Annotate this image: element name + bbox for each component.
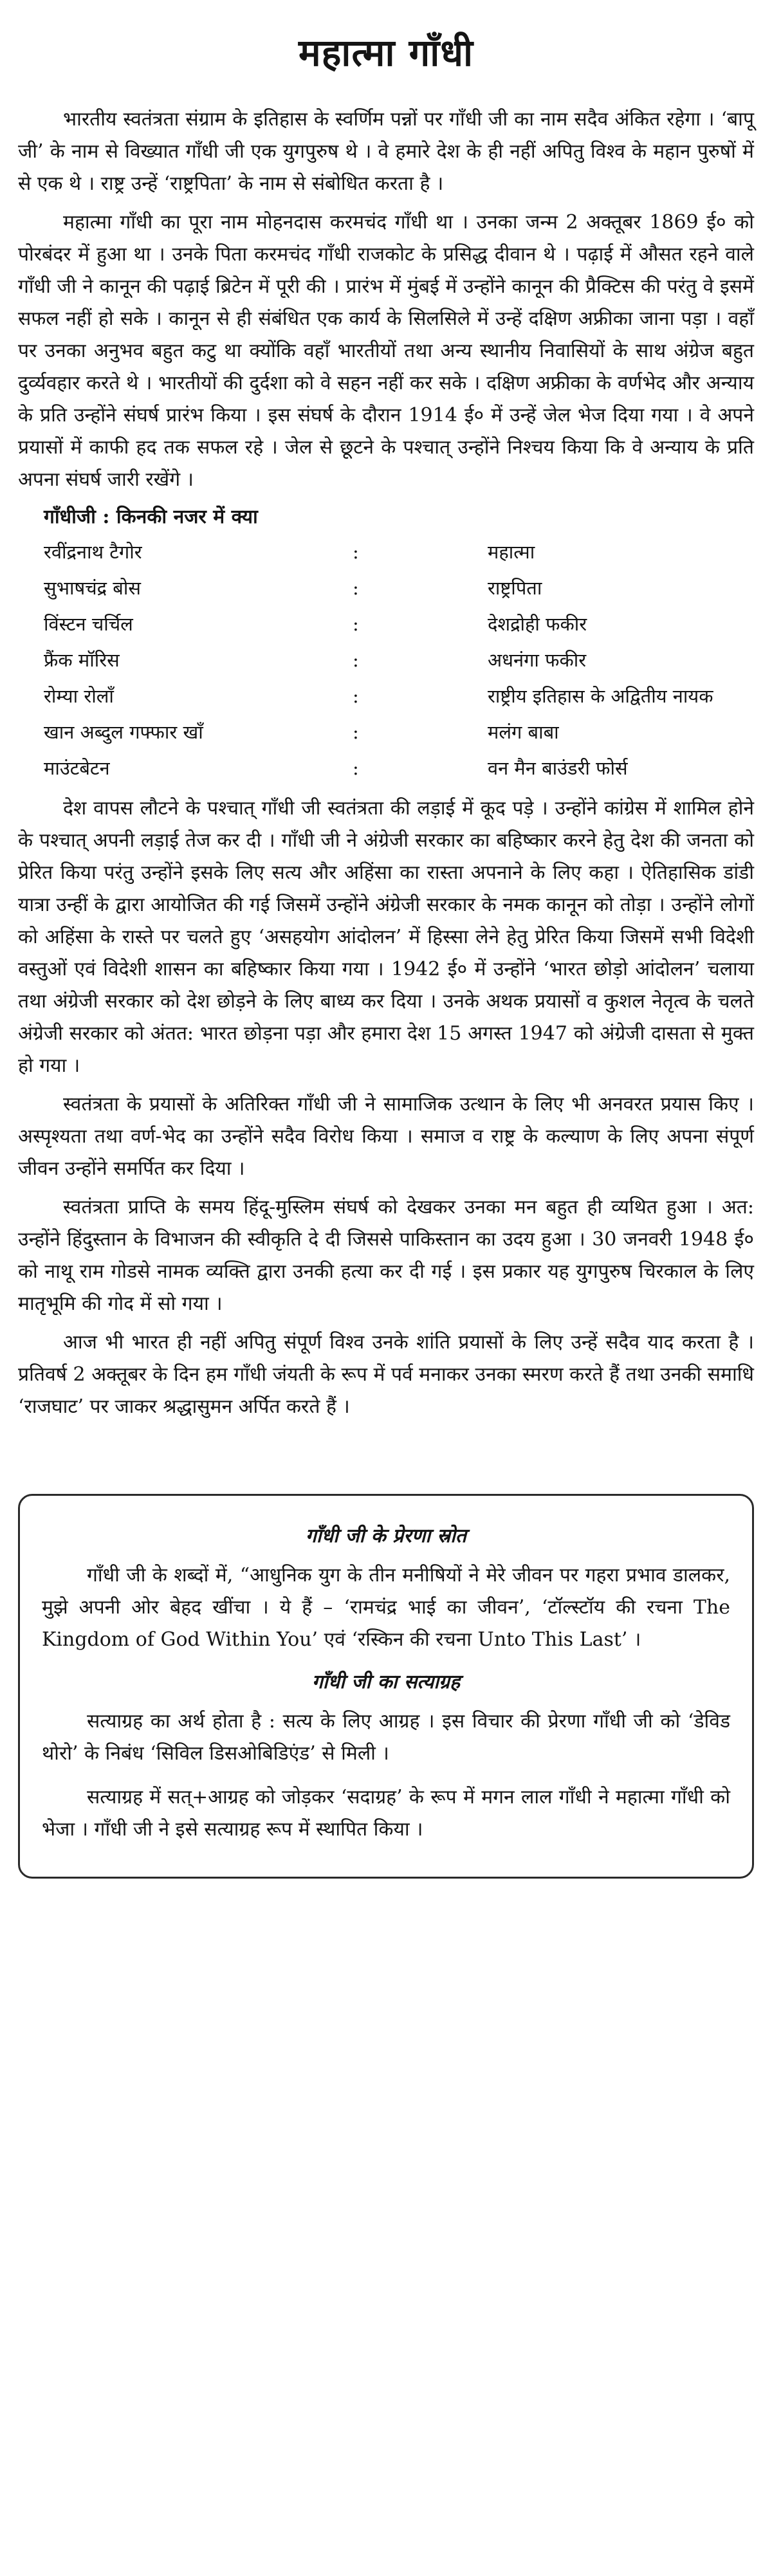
person-name: रोम्या रोलाँ xyxy=(44,685,114,707)
table-row xyxy=(44,534,754,570)
partition-paragraph: स्वतंत्रता प्राप्ति के समय हिंदू-मुस्लिम संघर्ष को देखकर उनका मन बहुत ही व्यथित हुआ । अत: उन्होंने हिंदुस्तान के विभाजन की स्वीकृति दे दी जिससे पाकिस्तान का उदय हुआ । 30 जनवरी 1948 ई० को नाथू राम गोडसे नामक व्यक्ति द्वारा उनकी हत्या कर दी गई । इस प्रकार यह युगपुरुष चिरकाल के लिए मातृभूमि की गोद में सो गया । xyxy=(18,1196,754,1315)
person-name: विंस्टन चर्चिल xyxy=(44,613,133,635)
freedom-struggle-paragraph: देश वापस लौटने के पश्चात् गाँधी जी स्वतंत्रता की लड़ाई में कूद पड़े । उन्होंने कांग्रेस में शामिल होने के पश्चात् अपनी लड़ाई तेज कर दी । गाँधी जी ने अंग्रेजी सरकार का बहिष्कार करने हेतु देश की जनता को प्रेरित किया परंतु उन्होंने इसके लिए सत्य और अहिंसा का रास्ता अपनाने के लिए कहा । ऐतिहासिक डांडी यात्रा उन्हीं के द्वारा आयोजित की गई जिसमें उन्होंने अंग्रेजी सरकार के नमक कानून को तोड़ा । उन्होंने लोगों को अहिंसा के रास्ते पर चलते हुए ‘असहयोग आंदोलन’ में हिस्सा लेने हेतु प्रेरित किया जिसमें सभी विदेशी वस्तुओं एवं विदेशी शासन का बहिष्कार किया गया । 1942 ई० में उन्होंने ‘भारत छोड़ो आंदोलन’ चलाया तथा अंग्रेजी सरकार को देश छोड़ने के लिए बाध्य कर दिया । उनके अथक प्रयासों व कुशल नेतृत्व के चलते अंग्रेजी सरकार को अंतत: भारत छोड़ना पड़ा और हमारा देश 15 अगस्त 1947 को अंग्रेजी दासता से मुक्त हो गया । xyxy=(18,797,754,1077)
separator-colon: : xyxy=(353,541,359,563)
epithet: महात्मा xyxy=(488,541,535,563)
separator-colon: : xyxy=(353,685,359,707)
opinions-table-title: गाँधीजी : किनकी नजर में क्या xyxy=(44,506,258,528)
person-name: माउंटबेटन xyxy=(44,757,110,779)
satyagraha-meaning-paragraph: सत्याग्रह का अर्थ होता है : सत्य के लिए आग्रह । इस विचार की प्रेरणा गाँधी जी को ‘डेविड थोरो’ के निबंध ‘सिविल डिसओबिडिएंड’ से मिली । xyxy=(42,1710,730,1765)
person-name: खान अब्दुल गफ्फार खाँ xyxy=(44,721,203,743)
separator-colon: : xyxy=(353,613,359,635)
table-row xyxy=(44,678,754,714)
inspiration-paragraph: गाँधी जी के शब्दों में, “आधुनिक युग के तीन मनीषियों ने मेरे जीवन पर गहरा प्रभाव डालकर, मुझे अपनी ओर बेहद खींचा । ये हैं – ‘रामचंद्र भाई का जीवन’, ‘टॉल्स्टॉय की रचना The Kingdom of God Within You’ एवं ‘रस्किन की रचना Unto This Last’ । xyxy=(42,1564,730,1651)
remembrance-paragraph: आज भी भारत ही नहीं अपितु संपूर्ण विश्व उनके शांति प्रयासों के लिए उन्हें सदैव याद करता है । प्रतिवर्ष 2 अक्तूबर के दिन हम गाँधी जंयती के रूप में पर्व मनाकर उनका स्मरण करते हैं तथा उनकी समाधि ‘राजघाट’ पर जाकर श्रद्धासुमन अर्पित करते हैं । xyxy=(18,1331,754,1418)
table-row xyxy=(44,750,754,786)
table-row xyxy=(44,642,754,678)
person-name: सुभाषचंद्र बोस xyxy=(44,577,141,599)
epithet: देशद्रोही फकीर xyxy=(488,613,587,635)
person-name: रवींद्रनाथ टैगोर xyxy=(44,541,142,563)
intro-paragraph: भारतीय स्वतंत्रता संग्राम के इतिहास के स्वर्णिम पन्नों पर गाँधी जी का नाम सदैव अंकित रहेगा । ‘बापू जी’ के नाम से विख्यात गाँधी जी एक युगपुरुष थे । वे हमारे देश के ही नहीं अपितु विश्व के महान पुरुषों में से एक थे । राष्ट्र उन्हें ‘राष्ट्रपिता’ के नाम से संबोधित करता है । xyxy=(18,108,754,195)
epithet: वन मैन बाउंडरी फोर्स xyxy=(488,757,628,779)
table-row xyxy=(44,714,754,750)
table-row xyxy=(44,606,754,642)
person-name: फ्रैंक मॉरिस xyxy=(44,649,120,671)
separator-colon: : xyxy=(353,649,359,671)
epithet: मलंग बाबा xyxy=(488,721,559,743)
separator-colon: : xyxy=(353,721,359,743)
table-row xyxy=(44,570,754,606)
epithet: राष्ट्रीय इतिहास के अद्वितीय नायक xyxy=(488,685,713,707)
epithet: अधनंगा फकीर xyxy=(488,649,587,671)
separator-colon: : xyxy=(353,577,359,599)
satyagraha-heading: गाँधी जी का सत्याग्रह xyxy=(311,1671,461,1693)
page-title: महात्मा गाँधी xyxy=(298,31,474,75)
social-reform-paragraph: स्वतंत्रता के प्रयासों के अतिरिक्त गाँधी जी ने सामाजिक उत्थान के लिए भी अनवरत प्रयास किए । अस्पृश्यता तथा वर्ण-भेद का उन्होंने सदैव विरोध किया । समाज व राष्ट्र के कल्याण के लिए अपना संपूर्ण जीवन उन्होंने समर्पित कर दिया । xyxy=(18,1093,754,1180)
satyagraha-origin-paragraph: सत्याग्रह में सत्+आग्रह को जोड़कर ‘सदाग्रह’ के रूप में मगन लाल गाँधी ने महात्मा गाँधी को भेजा । गाँधी जी ने इसे सत्याग्रह रूप में स्थापित किया । xyxy=(42,1786,730,1841)
separator-colon: : xyxy=(353,757,359,779)
opinions-table xyxy=(44,534,754,786)
biography-paragraph: महात्मा गाँधी का पूरा नाम मोहनदास करमचंद गाँधी था । उनका जन्म 2 अक्तूबर 1869 ई० को पोरबंदर में हुआ था । उनके पिता करमचंद गाँधी राजकोट के प्रसिद्ध दीवान थे । पढ़ाई में औसत रहने वाले गाँधी जी ने कानून की पढ़ाई ब्रिटेन में पूरी की । प्रारंभ में मुंबई में उन्होंने कानून की प्रैक्टिस की परंतु वे इसमें सफल नहीं हो सके । कानून से ही संबंधित एक कार्य के सिलसिले में उन्हें दक्षिण अफ्रीका जाना पड़ा । वहाँ पर उनका अनुभव बहुत कटु था क्योंकि वहाँ भारतीयों तथा अन्य स्थानीय निवासियों के साथ अंग्रेज बहुत दुर्व्यवहार करते थे । भारतीयों की दुर्दशा को वे सहन नहीं कर सके । दक्षिण अफ्रीका के वर्णभेद और अन्याय के प्रति उन्होंने संघर्ष प्रारंभ किया । इस संघर्ष के दौरान 1914 ई० में उन्हें जेल भेज दिया गया । वे अपने प्रयासों में काफी हद तक सफल रहे । जेल से छूटने के पश्चात् उन्होंने निश्चय किया कि वे अन्याय के प्रति अपना संघर्ष जारी रखेंगे । xyxy=(18,211,754,491)
inspiration-heading: गाँधी जी के प्रेरणा स्रोत xyxy=(306,1525,466,1547)
epithet: राष्ट्रपिता xyxy=(488,577,542,599)
info-box xyxy=(18,1494,754,1879)
